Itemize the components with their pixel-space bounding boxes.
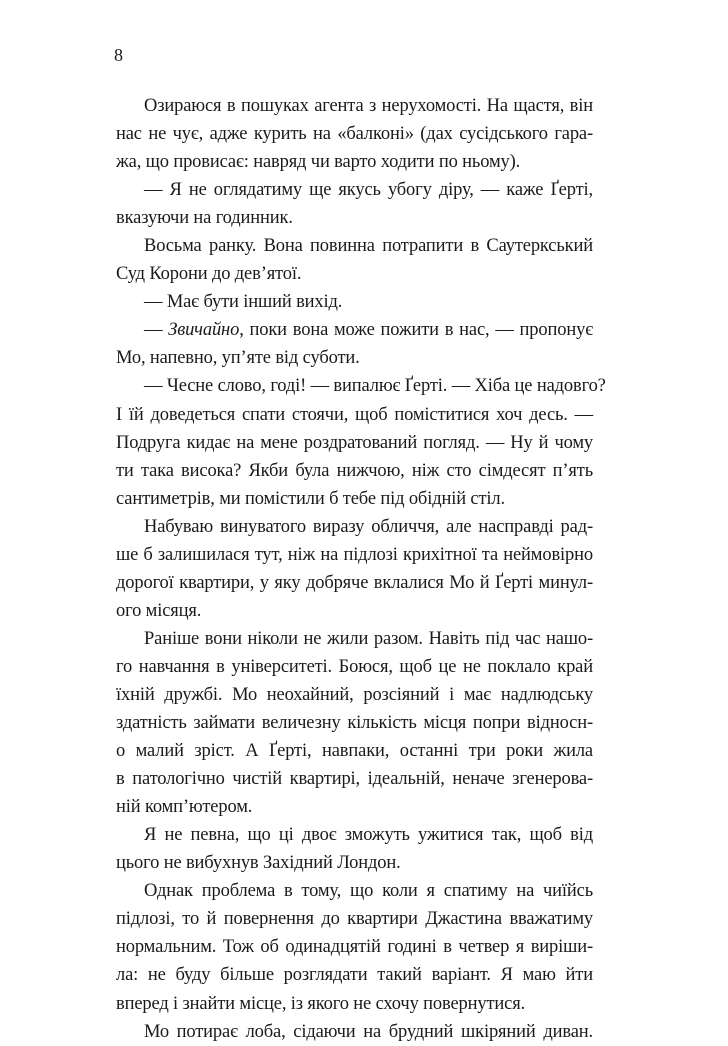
text-line: ла: не буду більше розглядати такий варіант. Я маю йти [116,965,593,986]
text-line: Суд Корони до дев’ятої. [116,264,302,285]
text-line: підлозі, то й повернення до квартири Джастина вважатиму [116,909,593,930]
text-line [116,316,593,344]
text-line: жа, що провисає: навряд чи варто ходити по ньому). [116,152,521,173]
body-text [116,92,606,1046]
text-line: в патологічно чистій квартирі, ідеальній, неначе згенерова- [116,769,593,790]
text-line: го навчання в університеті. Боюся, щоб це не поклало край [116,656,593,677]
text-line: Подруга кидає на мене роздратований погляд. — Ну й чому [116,432,593,453]
text-line: Раніше вони ніколи не жили разом. Навіть під час нашо- [144,628,593,649]
page-number: 8 [114,45,123,65]
text-line: вказуючи на годинник. [116,208,293,229]
text-line: ній комп’ютером. [116,797,253,818]
text-line: Мо, напевно, уп’яте від суботи. [116,348,360,369]
text-line: Однак проблема в тому, що коли я спатиму на чиїйсь [144,881,593,902]
text-line: нормальним. Тож об одинадцятій годині в четвер я виріши- [116,937,593,958]
text-line: Набуваю винуватого виразу обличчя, але насправді рад- [144,516,593,537]
text-line: — Чесне слово, годі! — випалює Ґерті. — Хіба це надовго? [144,376,606,397]
text-line-rest: , поки вона може пожити в нас, — пропонує [239,320,593,341]
text-line: цього не вибухнув Західний Лондон. [116,853,401,874]
text-line: Мо потирає лоба, сідаючи на брудний шкіряний диван. [144,1021,593,1042]
text-line: Я не певна, що ці двоє зможуть ужитися так, щоб від [144,825,593,846]
text-line: здатність займати величезну кількість місця попри відносн- [116,713,593,734]
text-line: о малий зріст. А Ґерті, навпаки, останні три роки жила [116,741,593,762]
text-line: ого місяця. [116,600,202,621]
text-line: — Має бути інший вихід. [144,292,343,313]
text-line: Озираюся в пошуках агента з нерухомості. На щастя, він [144,96,593,116]
text-line: вперед і знайти місце, із якого не схочу повернутися. [116,993,526,1014]
text-line: сантиметрів, ми помістили б тебе під обідній стіл. [116,488,505,509]
text-line: ти така висока? Якби була нижчою, ніж сто сімдесят п’ять [116,460,593,481]
text-line: Восьма ранку. Вона повинна потрапити в Саутеркський [144,236,593,257]
text-line: ше б залишилася тут, ніж на підлозі крихітної та неймовірно [116,544,593,565]
text-line: І їй доведеться спати стоячи, щоб поміститися хоч десь. — [116,404,593,425]
text-line: їхній дружбі. Мо неохайний, розсіяний і має надлюдську [116,684,593,705]
text-line: — Я не оглядатиму ще якусь убогу діру, — каже Ґерті, [144,180,593,201]
italic-emphasis: Звичайно [168,320,240,341]
text-line: дорогої квартири, у яку добряче вклалися Мо й Ґерті минул- [116,572,593,593]
text-line: нас не чує, адже курить на «балконі» (дах сусідського гара- [116,124,593,145]
text-line-prefix: — [144,320,169,341]
